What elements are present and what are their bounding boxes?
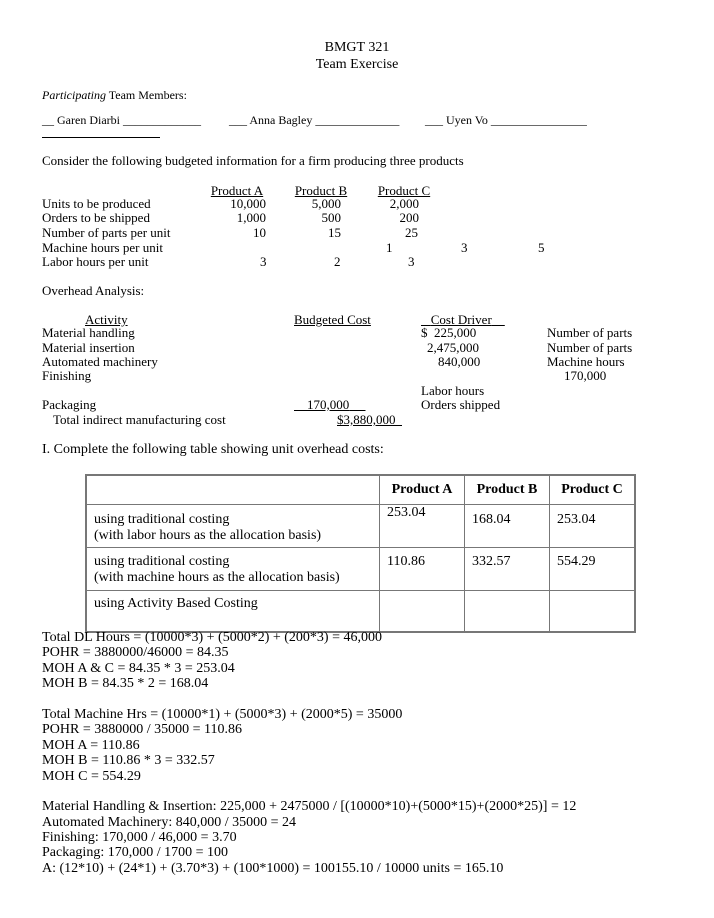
- overhead-driver: Labor hours: [421, 383, 485, 398]
- table-cell: [380, 590, 465, 632]
- row-label: using traditional costing (with machine hours as the allocation basis): [86, 547, 380, 590]
- overhead-total-value: $3,880,000: [337, 412, 396, 427]
- budget-row-label: Machine hours per unit: [42, 240, 163, 255]
- table-corner-cell: [86, 475, 380, 504]
- overhead-amount: 170,000: [307, 397, 350, 412]
- table-row: [86, 590, 635, 632]
- work-line: MOH B = 84.35 * 2 = 168.04: [42, 676, 209, 692]
- work-line: Material Handling & Insertion: 225,000 + 2475000 / [(10000*10)+(5000*15)+(2000*25)] = 12: [42, 799, 577, 815]
- table-cell: 332.57: [465, 547, 550, 590]
- work-line: A: (12*10) + (24*1) + (3.70*3) + (100*1000) = 100155.10 / 10000 units = 165.10: [42, 860, 504, 876]
- work-line: Finishing: 170,000 / 46,000 = 3.70: [42, 830, 237, 846]
- member-name-3: ___ Uyen Vo ________________: [425, 113, 587, 127]
- table-header-c: Product C: [550, 475, 636, 504]
- work-line: MOH C = 554.29: [42, 768, 141, 784]
- budget-col-c: Product C: [377, 183, 431, 198]
- table-row: [86, 547, 635, 590]
- work-line: Total DL Hours = (10000*3) + (5000*2) + (200*3) = 46,000: [42, 630, 382, 645]
- divider-line: [42, 137, 160, 138]
- table-cell: 168.04: [465, 504, 550, 547]
- overhead-activity: Material insertion: [42, 340, 135, 355]
- overhead-activity: Finishing: [42, 368, 92, 383]
- budget-col-b: Product B: [294, 183, 348, 198]
- budget-cell: 200: [399, 210, 419, 225]
- budget-col-a: Product A: [210, 183, 264, 198]
- row-label: using Activity Based Costing: [86, 590, 380, 632]
- member-name-2: ___ Anna Bagley ______________: [229, 113, 400, 127]
- work-line: POHR = 3880000/46000 = 84.35: [42, 645, 229, 661]
- intro-text: Consider the following budgeted information for a firm producing three products: [42, 153, 464, 168]
- overhead-amount: $ 225,000: [421, 325, 477, 340]
- overhead-activity: Packaging: [42, 397, 97, 412]
- overhead-header-driver: Cost Driver: [430, 312, 492, 327]
- section-title: I. Complete the following table showing unit overhead costs:: [42, 442, 384, 457]
- row-label: using traditional costing (with labor hours as the allocation basis): [86, 504, 380, 547]
- budget-cell: 2,000: [389, 196, 419, 211]
- table-cell: [550, 590, 636, 632]
- budget-cell: 1,000: [236, 210, 266, 225]
- overhead-amount: 170,000: [564, 368, 607, 383]
- work-line: [42, 784, 576, 799]
- overhead-driver: Machine hours: [547, 354, 625, 369]
- budget-row-label: Number of parts per unit: [42, 225, 171, 240]
- work-line: MOH A = 110.86: [42, 737, 140, 753]
- budget-cell: 3: [461, 240, 468, 255]
- table-cell: 253.04: [550, 504, 636, 547]
- work-line: POHR = 3880000 / 35000 = 110.86: [42, 722, 243, 738]
- unit-overhead-table: [85, 474, 636, 633]
- overhead-activity: Material handling: [42, 325, 135, 340]
- table-header-b: Product B: [465, 475, 550, 504]
- work-line: Automated Machinery: 840,000 / 35000 = 24: [42, 814, 297, 830]
- budget-row-label: Orders to be shipped: [42, 210, 150, 225]
- budget-cell: 10,000: [230, 196, 266, 211]
- table-row: [86, 504, 635, 547]
- course-title: BMGT 321: [324, 40, 390, 55]
- page-subtitle: Team Exercise: [315, 57, 399, 72]
- budget-cell: 2: [334, 254, 341, 269]
- work-line: Packaging: 170,000 / 1700 = 100: [42, 845, 228, 861]
- budget-cell: 15: [328, 225, 341, 240]
- work-line: MOH A & C = 84.35 * 3 = 253.04: [42, 660, 235, 676]
- table-cell: 554.29: [550, 547, 636, 590]
- overhead-driver: Orders shipped: [421, 397, 501, 412]
- budget-row-label: Labor hours per unit: [42, 254, 149, 269]
- budget-cell: 3: [408, 254, 415, 269]
- budget-row-label: Units to be produced: [42, 196, 151, 211]
- table-cell: 253.04: [380, 504, 465, 547]
- overhead-amount: 840,000: [438, 354, 481, 369]
- budget-cell: 1: [386, 240, 393, 255]
- overhead-header-activity: Activity: [85, 312, 128, 327]
- table-cell: [465, 590, 550, 632]
- member-name-1: __ Garen Diarbi _____________: [42, 113, 201, 127]
- budget-cell: 500: [321, 210, 341, 225]
- overhead-driver: Number of parts: [547, 340, 633, 355]
- budget-cell: 5,000: [311, 196, 341, 211]
- budget-cell: 3: [260, 254, 267, 269]
- work-line: Total Machine Hrs = (10000*1) + (5000*3) + (2000*5) = 35000: [42, 706, 403, 722]
- table-cell: 110.86: [380, 547, 465, 590]
- work-line: [42, 692, 576, 707]
- overhead-title: Overhead Analysis:: [42, 283, 145, 298]
- budget-cell: 25: [405, 225, 418, 240]
- overhead-total-label: Total indirect manufacturing cost: [53, 412, 226, 427]
- overhead-header-cost: Budgeted Cost: [294, 312, 371, 327]
- overhead-amount: 2,475,000: [427, 340, 479, 355]
- budget-cell: 5: [538, 240, 545, 255]
- overhead-driver: Number of parts: [547, 325, 633, 340]
- budget-cell: 10: [253, 225, 266, 240]
- work-line: MOH B = 110.86 * 3 = 332.57: [42, 753, 215, 769]
- overhead-activity: Automated machinery: [42, 354, 158, 369]
- work-calculations: [42, 630, 576, 876]
- team-members-label: Participating Team Members:: [42, 88, 187, 102]
- table-header-a: Product A: [380, 475, 465, 504]
